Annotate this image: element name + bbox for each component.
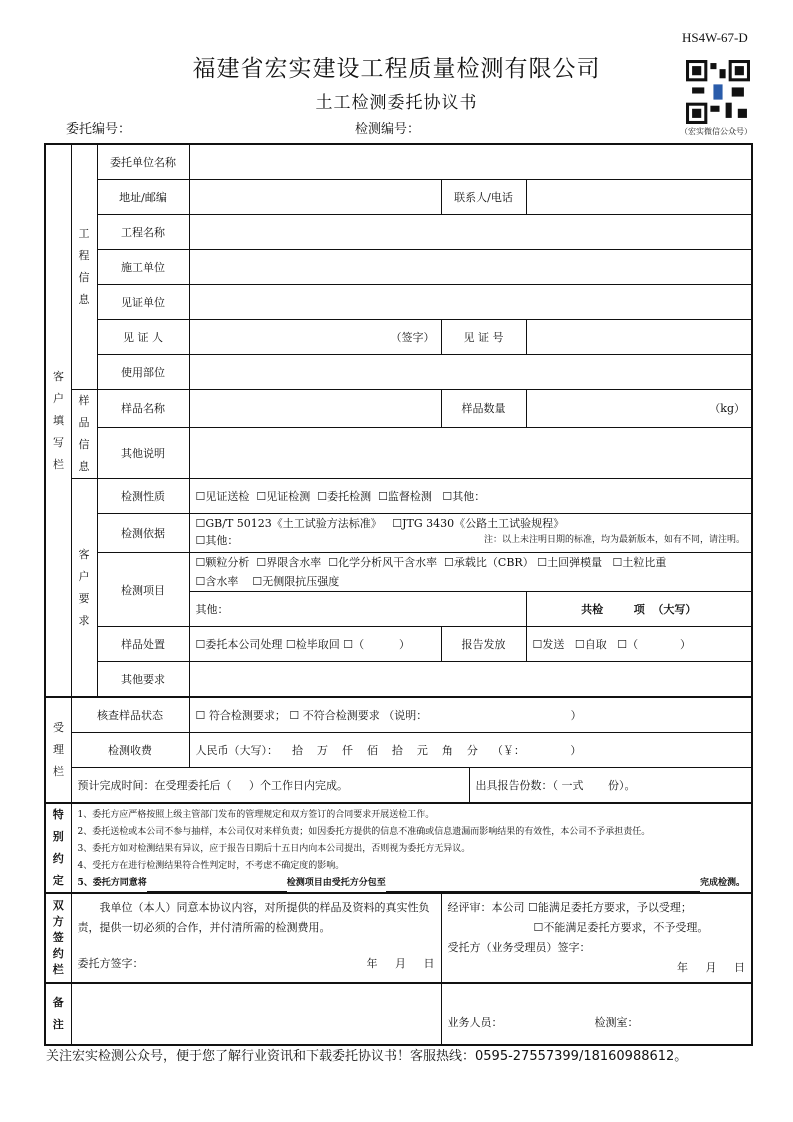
nature-label: 检测性质 (97, 479, 189, 514)
subcontract-org-field[interactable] (386, 875, 700, 892)
project-name-field[interactable] (189, 215, 752, 250)
qr-code-icon (686, 60, 750, 124)
basis-note: 注：以上未注明日期的标准，均为最新版本，如有不同，请注明。 (483, 535, 745, 545)
provider-sign-cell (441, 893, 752, 983)
contact-label: 联系人/电话 (441, 180, 526, 215)
sign-note: （签字） (390, 331, 435, 344)
items-label: 检测项目 (97, 553, 189, 627)
section-sign: 双方签约栏 (45, 893, 71, 983)
section-remark: 备注 (45, 983, 71, 1045)
witness-field[interactable] (189, 320, 441, 355)
disposal-label: 样品处置 (97, 627, 189, 662)
basis-options[interactable]: ☐GB/T 50123《土工试验方法标准》 ☐JTG 3430《公路土工试验规程》 (195, 517, 565, 530)
finish-time[interactable]: 预计完成时间：在受理委托后（ ）个工作日内完成。 (71, 768, 469, 804)
other-desc-label: 其他说明 (97, 427, 189, 478)
remark-right (441, 983, 752, 1045)
check-state-options[interactable]: ☐ 符合检测要求； ☐ 不符合检测要求 （说明： ） (189, 697, 752, 733)
items-total[interactable]: 共检 项 （大写） (526, 592, 752, 627)
form-table (44, 143, 753, 1046)
location-label: 使用部位 (97, 355, 189, 390)
sample-qty-field[interactable] (526, 390, 752, 428)
term-1: 1、委托方应严格按照上级主管部门发布的管理规定和双方签订的合同要求开展送检工作。 (77, 809, 435, 820)
provider-signature-label[interactable]: 受托方（业务受理员）签字： (447, 941, 591, 954)
witness-label: 见 证 人 (97, 320, 189, 355)
construction-label: 施工单位 (97, 250, 189, 285)
section-special: 特别约定 (45, 803, 71, 893)
client-sign-cell (71, 893, 441, 983)
client-sign-date[interactable]: 年 月 日 (366, 957, 435, 970)
report-copies[interactable]: 出具报告份数：（ 一式 份）。 (469, 768, 752, 804)
other-req-field[interactable] (189, 662, 752, 698)
unit-label: 委托单位名称 (97, 144, 189, 180)
term-5b: 检测项目由受托方分包至 (286, 877, 386, 888)
special-terms (71, 803, 752, 893)
sample-name-label: 样品名称 (97, 390, 189, 428)
section-sample: 样品信息 (71, 390, 97, 479)
section-project: 工程信息 (71, 144, 97, 390)
address-field[interactable] (189, 180, 441, 215)
items-options-2[interactable]: ☐含水率 ☐无侧限抗压强度 (195, 575, 340, 588)
fee-field[interactable]: 人民币（大写）： 拾 万 仟 佰 拾 元 角 分 （￥： ） (189, 733, 752, 768)
sample-qty-label: 样品数量 (441, 390, 526, 428)
term-5a: 5、委托方同意将 (77, 877, 147, 888)
witness-unit-field[interactable] (189, 285, 752, 320)
kg-unit: （kg） (709, 402, 745, 416)
sample-name-field[interactable] (189, 390, 441, 428)
qr-caption: （宏实微信公众号） (680, 127, 752, 136)
form-title: 土工检测委托协议书 (315, 93, 478, 113)
items-cell (189, 553, 752, 592)
construction-field[interactable] (189, 250, 752, 285)
location-field[interactable] (189, 355, 752, 390)
section-requirement: 客户要求 (71, 479, 97, 698)
review-accept[interactable]: 经评审：本公司 ☐能满足委托方要求，予以受理； (447, 901, 692, 914)
basis-other[interactable]: ☐其他： (195, 534, 239, 547)
staff-label: 业务人员： (447, 1016, 503, 1029)
fee-label: 检测收费 (71, 733, 189, 768)
check-state-label: 核查样品状态 (71, 697, 189, 733)
nature-options[interactable]: ☐见证送检 ☐见证检测 ☐委托检测 ☐监督检测 ☐其他： (189, 479, 752, 514)
witness-no-label: 见 证 号 (441, 320, 526, 355)
project-name-label: 工程名称 (97, 215, 189, 250)
form-code: HS4W-67-D (682, 30, 748, 45)
basis-cell (189, 514, 752, 553)
items-other[interactable]: 其他： (189, 592, 526, 627)
witness-unit-label: 见证单位 (97, 285, 189, 320)
footer-note: 关注宏实检测公众号，便于您了解行业资讯和下载委托协议书！客服热线：0595-27557399/18160988612。 (46, 1049, 688, 1064)
basis-label: 检测依据 (97, 514, 189, 553)
report-label: 报告发放 (441, 627, 526, 662)
address-label: 地址/邮编 (97, 180, 189, 215)
section-accept: 受理栏 (45, 697, 71, 803)
items-options-1[interactable]: ☐颗粒分析 ☐界限含水率 ☐化学分析风干含水率 ☐承载比（CBR） ☐土回弹模量 ☐土粒比重 (195, 556, 667, 569)
disposal-options[interactable]: ☐委托本公司处理 ☐检毕取回 ☐（ ） (189, 627, 441, 662)
unit-field[interactable] (189, 144, 752, 180)
contact-field[interactable] (526, 180, 752, 215)
remark-field[interactable] (71, 983, 441, 1045)
client-signature-label[interactable]: 委托方签字： (77, 957, 144, 970)
section-customer: 客户填写栏 (45, 144, 71, 697)
subcontract-items-field[interactable] (147, 875, 287, 892)
provider-sign-date[interactable]: 年 月 日 (677, 961, 745, 974)
test-number-label: 检测编号： (355, 122, 421, 137)
company-title: 福建省宏实建设工程质量检测有限公司 (192, 56, 601, 82)
term-3: 3、委托方如对检测结果有异议，应于报告日期后十五日内向本公司提出，否则视为委托方无异议。 (77, 843, 471, 854)
lab-label: 检测室： (594, 1016, 639, 1029)
review-reject[interactable]: ☐不能满足委托方要求，不予受理。 (533, 921, 709, 934)
entrust-number-label: 委托编号： (66, 122, 132, 137)
client-statement: 我单位（本人）同意本协议内容，对所提供的样品及资料的真实性负责，提供一切必须的合作，并付清所需的检测费用。 (77, 901, 430, 934)
report-options[interactable]: ☐发送 ☐自取 ☐（ ） (526, 627, 752, 662)
term-5c: 完成检测。 (699, 877, 745, 888)
term-4: 4、受托方在进行检测结果符合性判定时，不考虑不确定度的影响。 (77, 860, 345, 871)
term-2: 2、委托送检或本公司不参与抽样，本公司仅对来样负责；如因委托方提供的信息不准确或信息遗漏而影响结果的有效性，本公司不予承担责任。 (77, 826, 651, 837)
other-desc-field[interactable] (189, 427, 752, 478)
witness-no-field[interactable] (526, 320, 752, 355)
other-req-label: 其他要求 (97, 662, 189, 698)
